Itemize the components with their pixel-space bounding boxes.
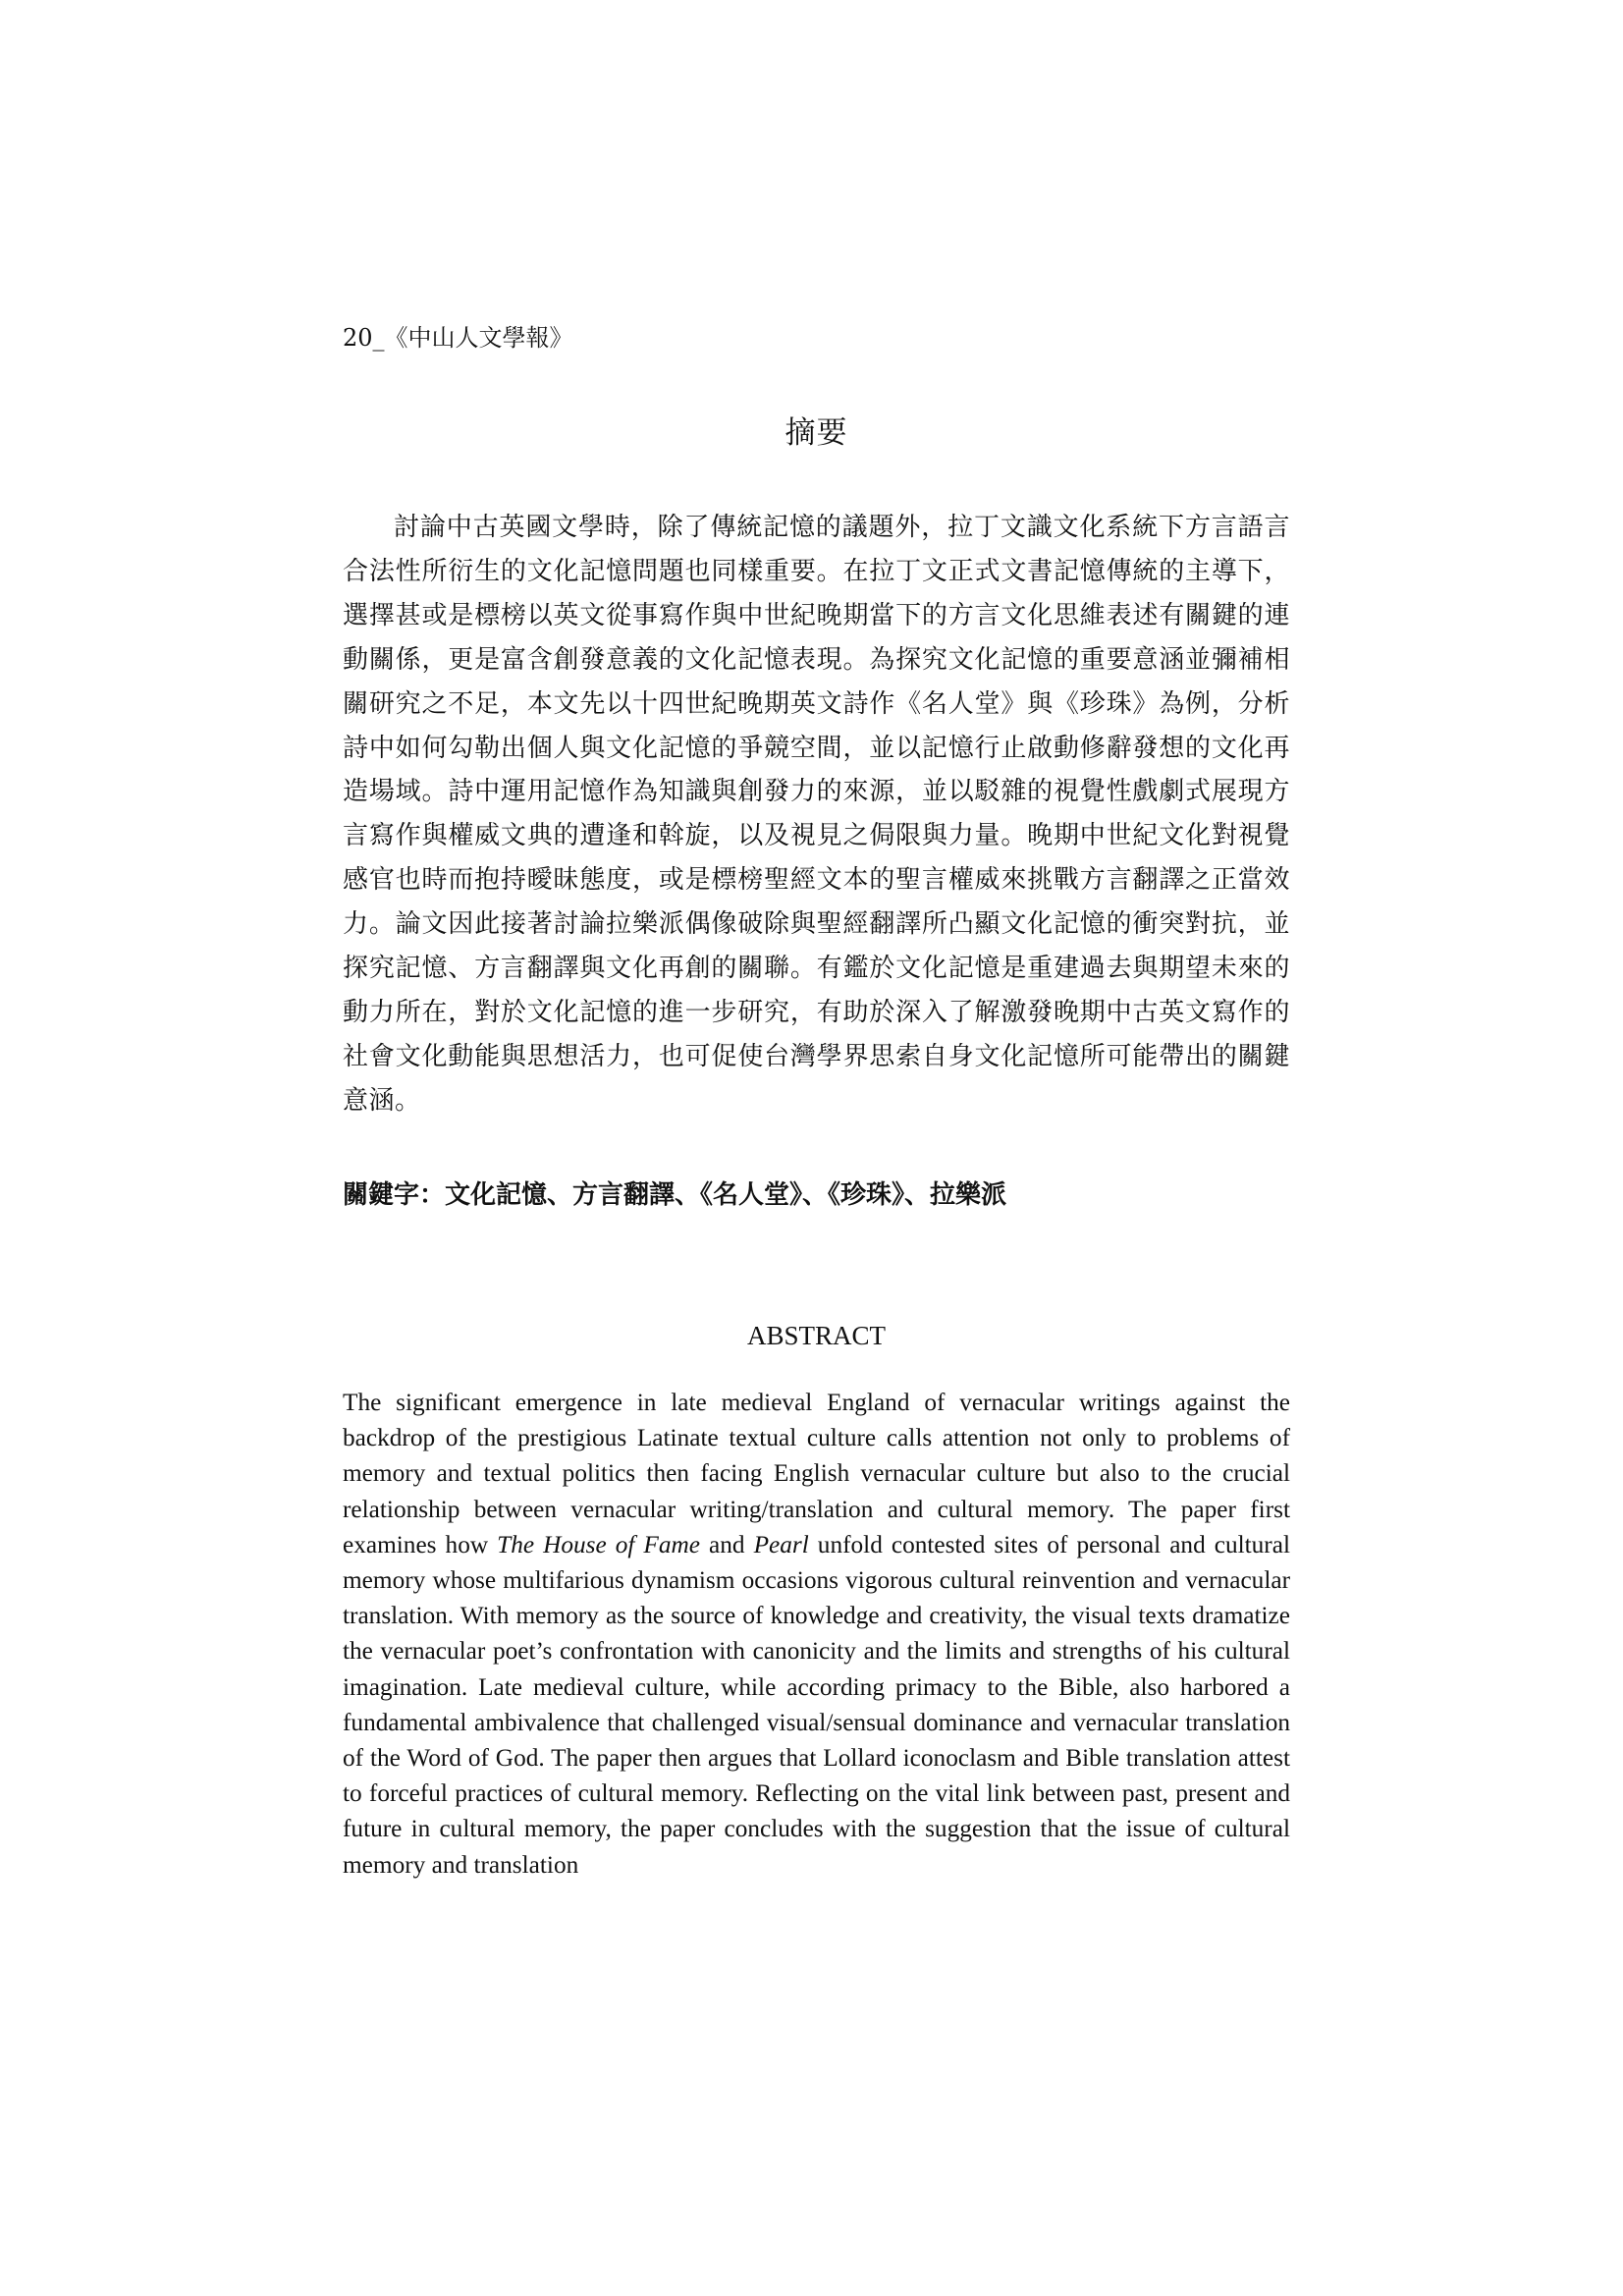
chinese-keywords: 關鍵字：文化記憶、方言翻譯、《名人堂》、《珍珠》、拉樂派 xyxy=(343,1180,1007,1210)
english-abstract-text-3: unfold contested sites of personal and cultural memory whose multifarious dynamism occasions vigorous cultural reinvention and vernacular translation. With memory as the source of knowledge and creativity, the visual texts dramatize the vernacular poet’s confrontation with canonicity and the limits and strengths of his cultural imagination. Late medieval culture, while according primacy to the Bible, also harbored a fundamental ambivalence that challenged visual/sensual dominance and vernacular translation of the Word of God. The paper then argues that Lollard iconoclasm and Bible translation attest to forceful practices of cultural memory. Reflecting on the vital link between past, present and future in cultural memory, the paper concludes with the suggestion that the issue of cultural memory and translation xyxy=(343,1530,1290,1879)
journal-page xyxy=(343,0,1290,2296)
english-abstract-text-1: The significant emergence in late medieval England of vernacular writings against the backdrop of the prestigious Latinate textual culture calls attention not only to problems of memory and textual politics then facing English vernacular culture but also to the crucial relationship between vernacular writing/translation and cultural memory. The paper first examines how xyxy=(343,1389,1290,1558)
running-header: 20_《中山人文學報》 xyxy=(343,324,573,352)
english-abstract-body xyxy=(343,1385,1290,1883)
title-reference-pearl: Pearl xyxy=(753,1530,809,1558)
chinese-abstract-title: 摘要 xyxy=(784,415,848,451)
chinese-abstract-body: 討論中古英國文學時，除了傳統記憶的議題外，拉丁文識文化系統下方言語言合法性所衍生的文化記憶問題也同樣重要。在拉丁文正式文書記憶傳統的主導下，選擇甚或是標榜以英文從事寫作與中世紀晚期當下的方言文化思維表述有關鍵的連動關係，更是富含創發意義的文化記憶表現。為探究文化記憶的重要意涵並彌補相關研究之不足，本文先以十四世紀晚期英文詩作《名人堂》與《珍珠》為例，分析詩中如何勾勒出個人與文化記憶的爭競空間，並以記憶行止啟動修辭發想的文化再造場域。詩中運用記憶作為知識與創發力的來源，並以駁雜的視覺性戲劇式展現方言寫作與權威文典的遭逢和斡旋，以及視見之侷限與力量。晚期中世紀文化對視覺感官也時而抱持曖昧態度，或是標榜聖經文本的聖言權威來挑戰方言翻譯之正當效力。論文因此接著討論拉樂派偶像破除與聖經翻譯所凸顯文化記憶的衝突對抗，並探究記憶、方言翻譯與文化再創的關聯。有鑑於文化記憶是重建過去與期望未來的動力所在，對於文化記憶的進一步研究，有助於深入了解激發晚期中古英文寫作的社會文化動能與思想活力，也可促使台灣學界思索自身文化記憶所可能帶出的關鍵意涵。 xyxy=(343,513,1290,1116)
title-reference-house-of-fame: The House of Fame xyxy=(497,1530,701,1558)
english-abstract-text-2: and xyxy=(700,1530,754,1558)
english-abstract-title: ABSTRACT xyxy=(746,1321,887,1350)
